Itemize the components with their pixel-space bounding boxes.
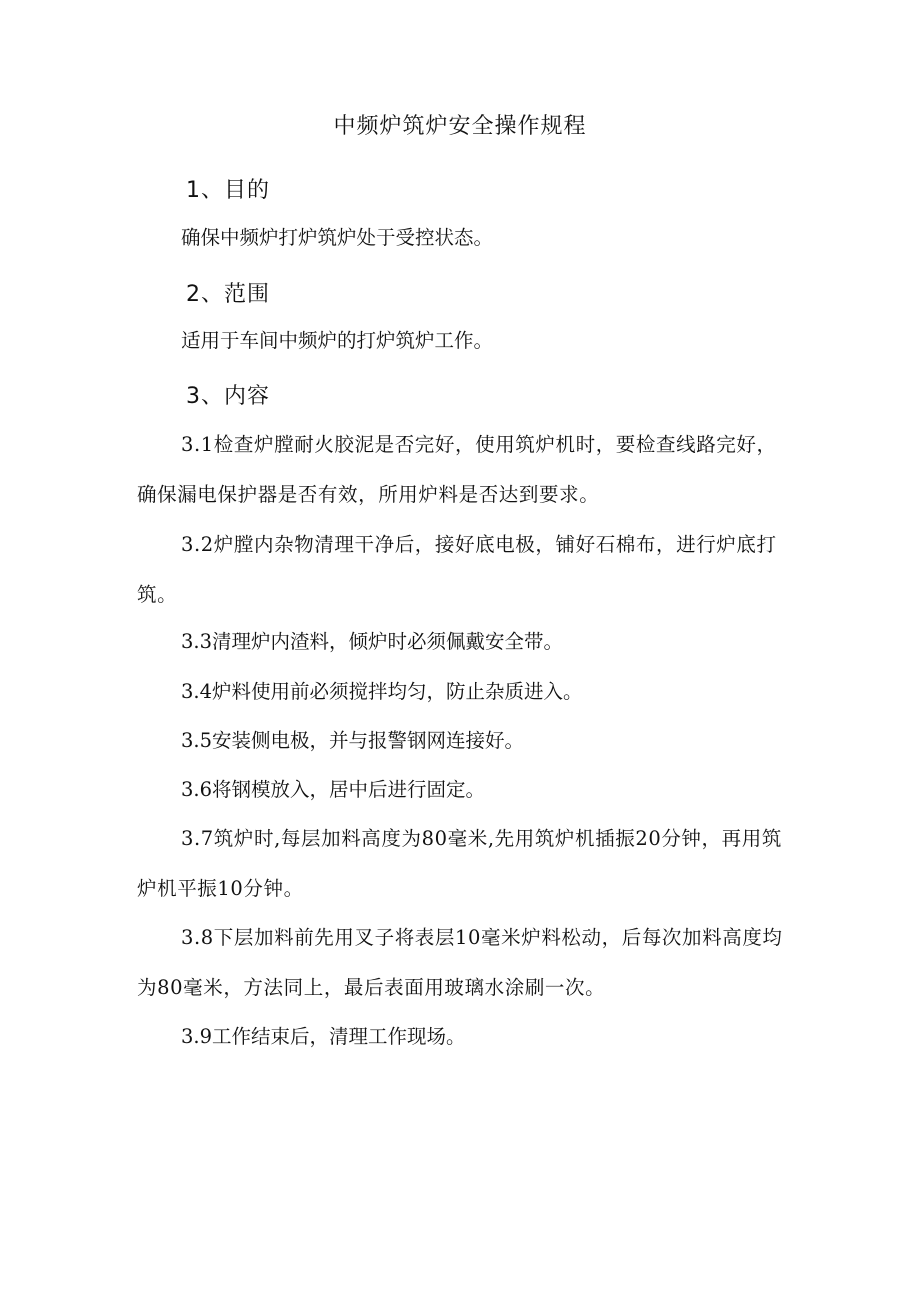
paragraph-3-1: 3.1检查炉膛耐火胶泥是否完好，使用筑炉机时，要检查线路完好，确保漏电保护器是否有效，所用炉料是否达到要求。 [137, 433, 777, 506]
paragraph-3-3: 3.3清理炉内渣料，倾炉时必须佩戴安全带。 [181, 630, 564, 653]
paragraph-3-7: 3.7筑炉时,每层加料高度为80毫米,先用筑炉机插振20分钟，再用筑炉机平振10分钟。 [137, 827, 782, 900]
paragraph-3-5: 3.5安装侧电极，并与报警钢网连接好。 [181, 729, 525, 752]
document-title: 中频炉筑炉安全操作规程 [333, 114, 587, 139]
paragraph-3-6: 3.6将钢模放入，居中后进行固定。 [181, 778, 486, 801]
paragraph-purpose: 确保中频炉打炉筑炉处于受控状态。 [181, 226, 494, 249]
paragraph-3-2: 3.2炉膛内杂物清理干净后，接好底电极，铺好石棉布，进行炉底打筑。 [137, 533, 777, 606]
paragraph-3-9: 3.9工作结束后，清理工作现场。 [181, 1025, 466, 1048]
paragraph-scope: 适用于车间中频炉的打炉筑炉工作。 [181, 329, 494, 352]
paragraph-3-4: 3.4炉料使用前必须搅拌均匀，防止杂质进入。 [181, 680, 583, 703]
paragraph-3-8: 3.8下层加料前先用叉子将表层10毫米炉料松动，后每次加料高度均为80毫米，方法同上，最后表面用玻璃水涂刷一次。 [137, 926, 783, 999]
section-heading-scope: 2、范围 [186, 282, 270, 307]
section-heading-content: 3、内容 [186, 384, 270, 409]
section-heading-purpose: 1、目的 [186, 178, 270, 203]
